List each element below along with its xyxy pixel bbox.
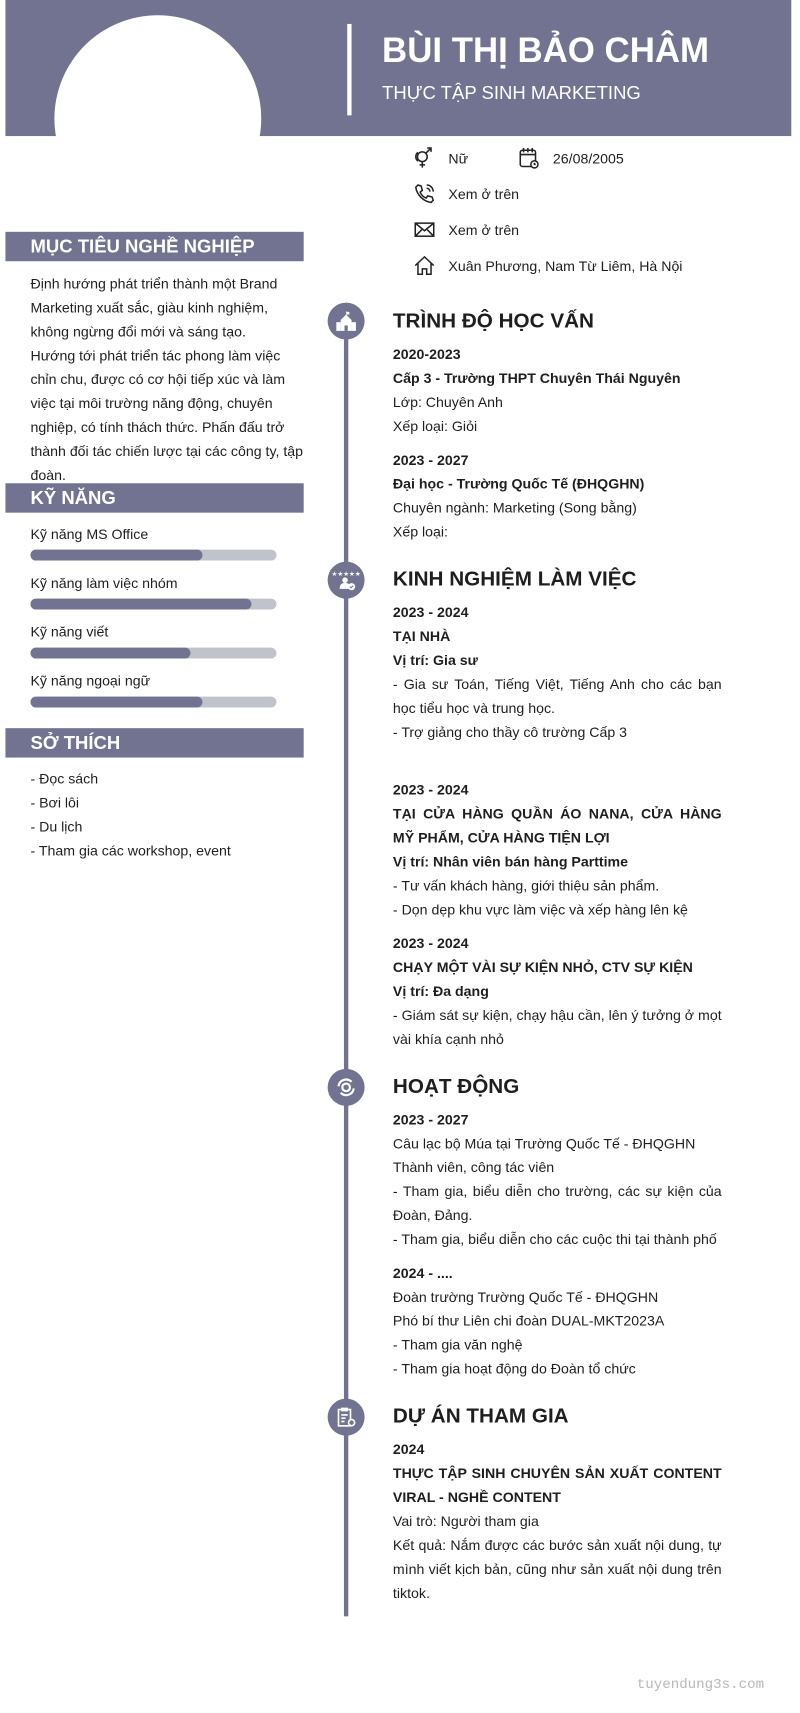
objective-paragraph-2: Hướng tới phát triển tác phong làm việc chỉn chu, được có cơ hội tiếp xúc và làm việc tại môi trường năng động, chuyên nghiệp, có tính thách thức. Phấn đấu trở thành đối tác chiến lược tại các công ty, tập đoàn.	[30, 347, 304, 484]
skill-bar-fill	[30, 550, 202, 561]
activities-list	[393, 1108, 722, 1381]
skill-bar	[30, 599, 276, 610]
header-divider	[347, 24, 351, 115]
svg-text:★★★★★: ★★★★★	[331, 570, 361, 578]
projects-heading: DỰ ÁN THAM GIA	[392, 1405, 569, 1429]
clipboard-gear-icon	[335, 1406, 357, 1428]
activities-line: - Tham gia, biểu diễn cho trường, các sự kiện của Đoàn, Đảng.	[392, 1183, 722, 1224]
activities-line: Đoàn trường Trường Quốc Tế - ĐHQGHN	[392, 1288, 659, 1306]
education-entry	[393, 343, 722, 439]
gender-value: Nữ	[448, 149, 469, 166]
skill-bar-fill	[30, 648, 190, 659]
activities-period: 2023 - 2027	[392, 1111, 469, 1128]
education-line: Xếp loại: Giỏi	[392, 417, 478, 435]
education-line: Xếp loại:	[392, 523, 448, 540]
education-line: Lớp: Chuyên Anh	[392, 394, 503, 411]
school-icon	[335, 310, 357, 332]
activities-line: Câu lạc bộ Múa tại Trường Quốc Tế - ĐHQGHN	[392, 1135, 696, 1152]
experience-company: TẠI CỬA HÀNG QUẦN ÁO NANA, CỬA HÀNG MỸ PHẨM, CỬA HÀNG TIỆN LỢI	[392, 805, 722, 846]
phone-value: Xem ở trên	[448, 185, 520, 202]
skill-bar	[30, 697, 276, 708]
skill-label: Kỹ năng MS Office	[30, 525, 149, 543]
experience-list	[393, 601, 722, 1052]
hobby-item: - Đọc sách	[30, 770, 99, 787]
gender-icon	[414, 147, 436, 169]
skill-item	[30, 524, 276, 561]
experience-position: Vị trí: Gia sư	[392, 651, 478, 669]
experience-position: Vị trí: Nhân viên bán hàng Parttime	[392, 853, 629, 870]
experience-line: - Dọn dẹp khu vực làm việc và xếp hàng lên kệ	[392, 901, 688, 918]
activities-line: - Tham gia, biểu diễn cho các cuộc thi tại thành phố	[392, 1231, 717, 1248]
hobby-item: - Du lịch	[30, 818, 83, 835]
activities-entry	[393, 1108, 722, 1252]
experience-company: TẠI NHÀ	[392, 628, 451, 645]
education-entry	[393, 448, 722, 544]
experience-line: - Gia sư Toán, Tiếng Việt, Tiếng Anh cho các bạn học tiểu học và trung học.	[392, 675, 722, 717]
projects-badge	[328, 1399, 365, 1436]
calendar-icon	[518, 147, 540, 169]
activities-line: Phó bí thư Liên chi đoàn DUAL-MKT2023A	[392, 1312, 665, 1329]
education-line: Chuyên ngành: Marketing (Song bằng)	[392, 499, 637, 516]
skill-bar-fill	[30, 599, 251, 610]
experience-badge	[328, 562, 365, 599]
contact-gender	[414, 147, 523, 169]
skill-label: Kỹ năng viết	[30, 623, 109, 641]
experience-company: CHẠY MỘT VÀI SỰ KIỆN NHỎ, CTV SỰ KIỆN	[392, 958, 693, 976]
experience-entry	[393, 778, 722, 922]
education-school: Đại học - Trường Quốc Tế (ĐHQGHN)	[392, 475, 645, 492]
contact-birthday	[518, 147, 681, 169]
candidate-title: THỰC TẬP SINH MARKETING	[382, 82, 641, 104]
experience-entry	[393, 601, 722, 745]
activities-heading: HOẠT ĐỘNG	[392, 1075, 520, 1099]
objective-paragraph-1: Định hướng phát triển thành một Brand Marketing xuất sắc, giàu kinh nghiệm, không ngừng đổi mới và sáng tạo.	[30, 275, 278, 340]
experience-entry	[393, 932, 722, 1052]
skill-bar	[30, 550, 276, 561]
home-icon	[414, 255, 436, 277]
contact-address	[414, 255, 741, 277]
experience-line: - Trợ giảng cho thầy cô trường Cấp 3	[392, 723, 628, 741]
skill-item	[30, 573, 276, 610]
education-period: 2020-2023	[392, 346, 461, 363]
objective-heading: MỤC TIÊU NGHỀ NGHIỆP	[5, 232, 303, 261]
employee-rating-icon	[331, 569, 361, 591]
phone-icon	[414, 183, 436, 205]
experience-line: - Giám sát sự kiện, chạy hậu cần, lên ý tưởng ở mọt vài khía cạnh nhỏ	[392, 1006, 722, 1048]
experience-period: 2023 - 2024	[392, 934, 469, 952]
avatar-photo	[54, 15, 261, 222]
watermark: tuyendung3s.com	[636, 1676, 765, 1693]
experience-period: 2023 - 2024	[392, 781, 469, 798]
objective-text	[30, 272, 308, 488]
envelope-icon	[414, 219, 436, 241]
experience-heading: KINH NGHIỆM LÀM VIỆC	[392, 568, 637, 592]
skill-item	[30, 621, 276, 658]
projects-period: 2024	[392, 1441, 425, 1458]
skill-item	[30, 670, 276, 707]
activities-line: - Tham gia hoạt động do Đoàn tổ chức	[392, 1360, 636, 1377]
activities-badge	[328, 1069, 365, 1106]
birthday-value: 26/08/2005	[552, 149, 624, 166]
skill-bar-fill	[30, 697, 202, 708]
contact-phone	[414, 183, 686, 205]
activities-line: - Tham gia văn nghệ	[392, 1336, 523, 1353]
hobby-item: - Bơi lôi	[30, 794, 80, 811]
projects-line: Kết quả: Nắm được các bước sản xuất nội dung, tự mình viết kịch bản, cũng như sản xuất nội dung trên tiktok.	[392, 1536, 722, 1602]
skills-heading: KỸ NĂNG	[5, 483, 303, 512]
hobbies-list	[30, 767, 308, 863]
skill-label: Kỹ năng ngoại ngữ	[30, 672, 151, 689]
hobbies-heading: SỞ THÍCH	[5, 728, 303, 757]
activities-entry	[393, 1262, 722, 1382]
projects-entry	[393, 1438, 722, 1606]
hobby-item: - Tham gia các workshop, event	[30, 842, 231, 859]
address-value: Xuân Phương, Nam Từ Liêm, Hà Nội	[448, 257, 683, 274]
projects-line: Vai trò: Người tham gia	[392, 1512, 539, 1530]
candidate-name: BÙI THỊ BẢO CHÂM	[382, 30, 710, 70]
projects-list	[393, 1438, 722, 1606]
experience-period: 2023 - 2024	[392, 604, 469, 621]
skill-label: Kỹ năng làm việc nhóm	[30, 574, 178, 592]
email-value: Xem ở trên	[448, 221, 520, 238]
education-period: 2023 - 2027	[392, 451, 469, 469]
contact-email	[414, 219, 686, 241]
projects-title: THỰC TẬP SINH CHUYÊN SẢN XUẤT CONTENT VIRAL - NGHỀ CONTENT	[392, 1465, 722, 1506]
gear-cycle-icon	[335, 1076, 357, 1098]
education-heading: TRÌNH ĐỘ HỌC VẤN	[392, 310, 594, 334]
activities-line: Thành viên, công tác viên	[392, 1159, 555, 1176]
experience-line: - Tư vấn khách hàng, giới thiệu sản phẩm.	[392, 877, 660, 894]
experience-position: Vị trí: Đa dạng	[392, 982, 489, 1000]
education-school: Cấp 3 - Trường THPT Chuyên Thái Nguyên	[392, 370, 681, 387]
education-badge	[328, 303, 365, 340]
activities-period: 2024 - ....	[392, 1264, 453, 1282]
education-list	[393, 343, 722, 544]
skill-bar	[30, 648, 276, 659]
